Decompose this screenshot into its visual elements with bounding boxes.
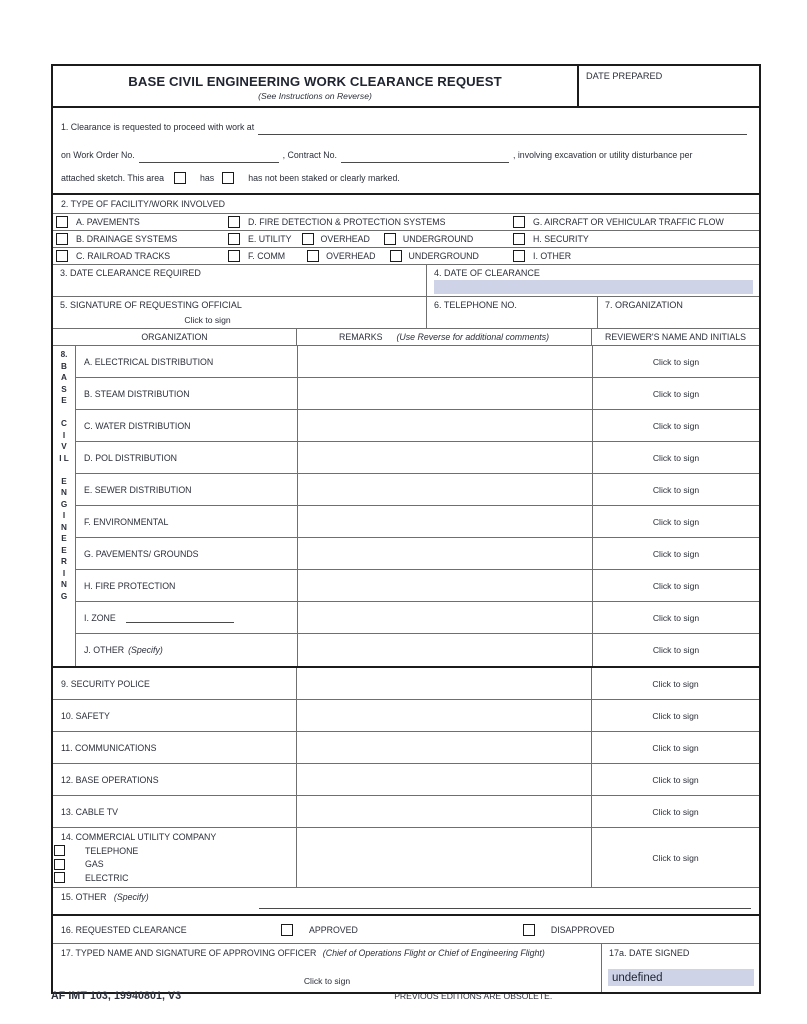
row-label-other [76,634,298,666]
row-label: 10. SAFETY [53,700,297,731]
vlabel-char: A [61,373,67,382]
form-frame [51,64,761,994]
utility-overhead-checkbox[interactable] [302,233,314,245]
table-row [53,796,759,828]
comm-underground[interactable] [390,250,479,262]
row-16-requested-clearance [53,916,759,944]
vlabel-char: C [61,419,67,428]
row-sign[interactable]: Click to sign [652,484,700,495]
row-remarks[interactable] [298,538,593,569]
row-label: G. PAVEMENTS/ GROUNDS [76,538,298,569]
comm-label: F. COMM [248,250,286,261]
row-sign[interactable]: Click to sign [652,580,700,591]
row-17-approving-officer [53,944,759,992]
telephone-no-field[interactable] [427,297,598,328]
date-of-clearance-label: 4. DATE OF CLEARANCE [434,268,540,278]
not-staked-checkbox[interactable] [222,172,234,184]
date-of-clearance-input[interactable] [434,280,753,294]
vlabel-char: G [60,499,68,509]
other-facility-checkbox[interactable] [513,250,525,262]
row-sign[interactable]: Click to sign [652,774,699,785]
row-remarks[interactable] [298,634,593,666]
excavation-note: , involving excavation or utility disturbance per [512,150,693,160]
not-staked-label: has not been staked or clearly marked. [248,173,400,183]
facility-security[interactable] [513,231,759,247]
vlabel-char: E [61,396,67,405]
security-label: H. SECURITY [533,233,589,244]
work-order-input[interactable] [139,149,279,163]
zone-input[interactable] [126,612,234,623]
section-1-line-1 [61,108,751,135]
fire-detection-checkbox[interactable] [228,216,240,228]
table-row [53,700,759,732]
column-header-reviewer: REVIEWER'S NAME AND INITIALS [605,332,746,342]
footer-note: PREVIOUS EDITIONS ARE OBSOLETE. [394,991,553,1001]
facility-type-row-1 [53,214,759,231]
fire-detection-label: D. FIRE DETECTION & PROTECTION SYSTEMS [248,216,446,227]
row-sign[interactable]: Click to sign [652,806,699,817]
approved-label: APPROVED [309,924,358,935]
facility-type-row-2 [53,231,759,248]
table-row [76,602,759,634]
row-remarks[interactable] [298,378,593,409]
contract-no-label: , Contract No. [282,150,337,160]
facility-other[interactable] [513,248,759,264]
section-2-heading: 2. TYPE OF FACILITY/WORK INVOLVED [53,195,759,214]
facility-drainage[interactable] [53,231,228,247]
row-label: D. POL DISTRIBUTION [76,442,298,473]
comm-overhead-checkbox[interactable] [307,250,319,262]
table-row [76,410,759,442]
remarks-title: REMARKS [338,332,383,342]
other-facility-label: I. OTHER [533,250,572,261]
section-3-4-row [53,265,759,297]
facility-aircraft-traffic[interactable] [513,214,759,230]
telephone-label: TELEPHONE [85,845,139,856]
column-header-remarks [297,329,592,345]
vlabel-char: E [61,545,67,555]
requested-clearance-label: 16. REQUESTED CLEARANCE [61,924,187,935]
telephone-checkbox[interactable] [54,845,65,856]
table-row [53,668,759,700]
electric-label: ELECTRIC [85,872,129,883]
utility-option-telephone[interactable] [61,844,296,858]
vlabel-char: I [62,430,66,440]
row-label: H. FIRE PROTECTION [76,570,298,601]
row-remarks[interactable] [298,474,593,505]
telephone-no-label: 6. TELEPHONE NO. [434,300,517,310]
vlabel-char: E [61,476,67,486]
utility-underground[interactable] [384,233,473,245]
row-label: E. SEWER DISTRIBUTION [76,474,298,505]
table-column-headers [53,329,759,346]
vlabel-char: 8. [60,350,68,359]
facility-railroad[interactable] [53,248,228,264]
title-block [53,66,579,106]
date-clearance-required-label: 3. DATE CLEARANCE REQUIRED [60,268,201,278]
vlabel-char: S [61,384,67,394]
facility-fire-detection[interactable] [228,214,513,230]
vlabel-char: R [61,557,67,566]
table-row [53,732,759,764]
utility-overhead[interactable] [302,233,370,245]
disapproved-checkbox[interactable] [523,924,535,936]
other-label: J. OTHER [84,645,125,655]
organization-field[interactable] [598,297,759,328]
vlabel-char: N [61,488,67,497]
row-remarks[interactable] [298,570,593,601]
section-5-6-7-row [53,297,759,329]
facility-comm[interactable] [228,248,513,264]
section-1-line-2 [61,135,751,163]
table-row [76,474,759,506]
facility-type-row-3 [53,248,759,265]
table-row [76,442,759,474]
row-label: B. STEAM DISTRIBUTION [76,378,298,409]
utility-checkbox[interactable] [228,233,240,245]
vlabel-char: N [61,580,67,589]
commercial-utility-label: 14. COMMERCIAL UTILITY COMPANY [61,832,217,842]
signature-requesting-official-sign[interactable]: Click to sign [184,315,231,325]
remarks-note: (Use Reverse for additional comments) [396,332,550,342]
drainage-label: B. DRAINAGE SYSTEMS [76,233,178,244]
other-specify-note: (Specify) [128,645,163,655]
electric-checkbox[interactable] [54,872,65,883]
row-label: 9. SECURITY POLICE [53,668,297,699]
date-signed-block [602,944,759,992]
row-sign[interactable]: Click to sign [652,678,699,689]
signature-requesting-official-label: 5. SIGNATURE OF REQUESTING OFFICIAL [60,300,242,310]
table-row [76,570,759,602]
row-15-input[interactable] [259,908,751,909]
row-sign[interactable]: Click to sign [652,516,700,527]
railroad-checkbox[interactable] [56,250,68,262]
date-prepared-label: DATE PREPARED [586,71,663,81]
signature-requesting-official-field[interactable] [53,297,427,328]
disapproved-label: DISAPPROVED [550,924,615,935]
row-remarks[interactable] [297,732,592,763]
approving-officer-note: (Chief of Operations Flight or Chief of Engineering Flight) [322,948,545,958]
date-signed-input[interactable]: undefined [608,969,754,986]
row-label-zone [76,602,298,633]
row-remarks[interactable] [298,442,593,473]
form-footer [51,990,761,1002]
row-sign[interactable]: Click to sign [652,420,700,431]
vlabel-char: N [61,522,67,532]
table-row [76,634,759,666]
date-prepared-field[interactable] [579,66,759,106]
vlabel-char: I [62,568,66,578]
gas-checkbox[interactable] [54,859,65,870]
row-15-label: 15. OTHER [61,892,107,902]
facility-utility[interactable] [228,231,513,247]
table-row [76,378,759,410]
organization-label: 7. ORGANIZATION [605,300,683,310]
zone-label: I. ZONE [84,612,116,623]
row-remarks[interactable] [298,506,593,537]
commercial-utility-row [53,828,759,888]
date-of-clearance-field[interactable] [427,265,759,296]
aircraft-traffic-checkbox[interactable] [513,216,525,228]
comm-checkbox[interactable] [228,250,240,262]
gas-label: GAS [85,859,104,870]
date-signed-label: 17a. DATE SIGNED [609,948,690,958]
section-1-label: 1. Clearance is requested to proceed with work at [61,122,255,132]
comm-underground-label: UNDERGROUND [408,250,479,261]
date-clearance-required-field[interactable] [53,265,427,296]
facility-pavements[interactable] [53,214,228,230]
row-remarks[interactable] [298,346,593,377]
vlabel-char: I L [59,453,69,463]
pavements-checkbox[interactable] [56,216,68,228]
aircraft-traffic-label: G. AIRCRAFT OR VEHICULAR TRAFFIC FLOW [533,216,724,227]
commercial-utility-label-block [53,828,297,887]
approving-officer-label: 17. TYPED NAME AND SIGNATURE OF APPROVING OFFICER [61,948,317,958]
page-subtitle: (See Instructions on Reverse) [258,90,372,101]
table-row [76,506,759,538]
row-sign[interactable]: Click to sign [652,548,700,559]
table-row [76,538,759,570]
row-15-specify-note: (Specify) [113,892,149,902]
approved-checkbox[interactable] [281,924,293,936]
contract-no-input[interactable] [341,149,509,163]
utility-option-gas[interactable] [61,858,296,872]
comm-overhead-label: OVERHEAD [326,250,376,261]
row-label: F. ENVIRONMENTAL [76,506,298,537]
vlabel-char: V [61,442,67,451]
row-label: 13. CABLE TV [53,796,297,827]
row-label: A. ELECTRICAL DISTRIBUTION [76,346,298,377]
base-civil-engineering-block [53,346,759,668]
column-header-organization: ORGANIZATION [53,329,297,345]
row-sign[interactable]: Click to sign [652,710,699,721]
comm-underground-checkbox[interactable] [390,250,402,262]
pavements-label: A. PAVEMENTS [76,216,140,227]
row-remarks[interactable] [297,796,592,827]
page-title: BASE CIVIL ENGINEERING WORK CLEARANCE REQUEST [128,73,502,89]
commercial-utility-options [61,844,296,885]
utility-underground-label: UNDERGROUND [402,233,474,244]
row-remarks[interactable] [297,828,592,887]
row-label: 12. BASE OPERATIONS [53,764,297,795]
approving-officer-sign[interactable]: Click to sign [303,976,351,986]
approved-option[interactable] [281,924,358,936]
staked-checkbox[interactable] [174,172,186,184]
row-label: C. WATER DISTRIBUTION [76,410,298,441]
row-remarks[interactable] [297,764,592,795]
utility-overhead-label: OVERHEAD [320,233,370,244]
form-header [53,66,759,108]
vlabel-char: E [61,534,67,543]
drainage-checkbox[interactable] [56,233,68,245]
row-remarks[interactable] [297,700,592,731]
row-15-other [53,888,759,916]
section-1-line-3 [61,163,751,193]
row-sign[interactable]: Click to sign [652,356,700,367]
table-row [76,346,759,378]
row-label: 11. COMMUNICATIONS [53,732,297,763]
railroad-label: C. RAILROAD TRACKS [76,250,171,261]
row-sign[interactable]: Click to sign [652,452,700,463]
has-label: has [200,173,215,183]
work-order-label: on Work Order No. [61,150,135,160]
utility-option-electric[interactable] [61,871,296,885]
utility-underground-checkbox[interactable] [384,233,396,245]
attached-sketch-label: attached sketch. This area [61,173,165,183]
row-sign[interactable]: Click to sign [652,612,700,623]
work-location-input[interactable] [258,121,747,135]
approving-officer-block [53,944,602,992]
security-checkbox[interactable] [513,233,525,245]
row-sign[interactable]: Click to sign [652,388,700,399]
base-civil-engineering-vertical-label [53,346,76,666]
utility-label: E. UTILITY [248,233,292,244]
row-remarks[interactable] [297,668,592,699]
row-sign[interactable]: Click to sign [652,645,700,655]
row-remarks[interactable] [298,602,593,633]
section-1-clearance-request [53,108,759,195]
row-sign[interactable]: Click to sign [652,852,699,863]
row-sign[interactable]: Click to sign [652,742,699,753]
disapproved-option[interactable] [523,924,615,936]
row-remarks[interactable] [298,410,593,441]
vlabel-char: B [61,361,67,371]
vlabel-char: G [60,591,68,601]
base-civil-engineering-rows [76,346,759,666]
form-id: AF IMT 103, 19940801, V3 [51,990,182,1002]
comm-overhead[interactable] [307,250,375,262]
table-row [53,764,759,796]
vlabel-char: I [62,511,66,520]
